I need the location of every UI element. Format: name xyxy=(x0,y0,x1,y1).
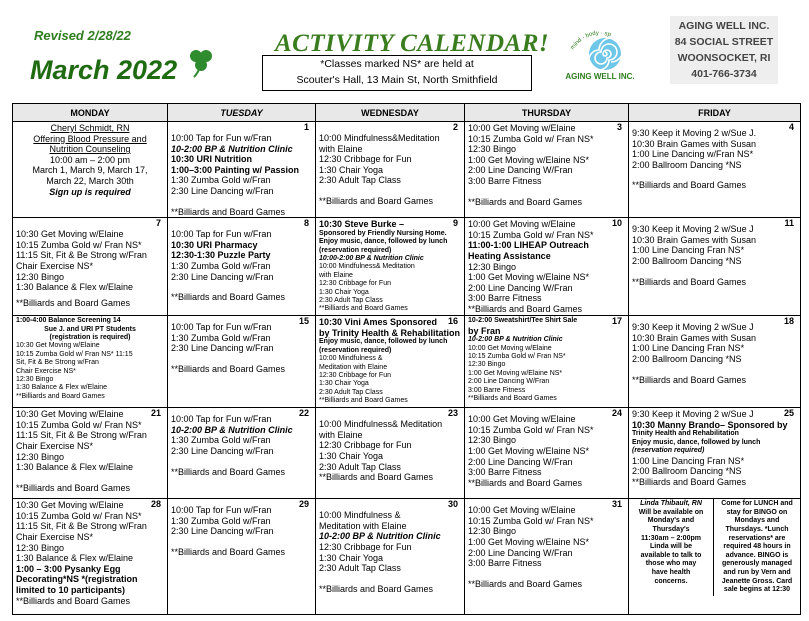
day-cell xyxy=(316,499,465,615)
note-line: and run by Vern and xyxy=(723,568,791,576)
activity-line: 10:30 Get Moving w/Elaine xyxy=(16,229,124,240)
spacer xyxy=(319,123,461,133)
day-cell xyxy=(168,408,316,499)
activity-line: 1:00 Get Moving w/Elaine NS* xyxy=(468,154,590,165)
activity-line: Enjoy music, dance, followed by lunch xyxy=(319,238,448,246)
spacer xyxy=(468,569,625,579)
activity-line: 10:00 Get Moving w/Elaine xyxy=(468,414,576,425)
activity-line: 10:00 Mindfulness&Meditation xyxy=(319,133,440,143)
activity-line: 10:30 URI Pharmacy xyxy=(171,239,258,250)
activity-line: 1:30 Chair Yoga xyxy=(319,552,384,563)
activity-line: 10:15 Zumba Gold w/ Fran NS* xyxy=(468,229,594,240)
activity-line: (reservation required) xyxy=(319,346,392,354)
activity-line: 1:00 Get Moving w/Elaine NS* xyxy=(468,445,590,456)
activity-line: 10:00 am – 2:00 pm xyxy=(49,154,131,165)
spacer xyxy=(171,282,312,292)
activity-line: (reservation required) xyxy=(632,447,705,455)
day-cell xyxy=(13,316,168,408)
activity-line: 2:30 Adult Tap Class xyxy=(319,388,383,396)
activity-line: **Billiards and Board Games xyxy=(632,374,747,385)
activity-line: 10:00 Tap for Fun w/Fran xyxy=(171,414,272,425)
day-cell xyxy=(465,218,629,316)
activity-line: 3:00 Barre Fitness xyxy=(468,293,542,304)
activity-line: 1:30 Balance & Flex w/Elaine xyxy=(16,462,134,473)
activity-line: **Billiards and Board Games xyxy=(468,196,583,207)
activity-line: 10:00 Tap for Fun w/Fran xyxy=(171,505,272,516)
day-number: 17 xyxy=(611,316,622,327)
activity-line: 2:30 Line Dancing w/Fran xyxy=(171,445,274,456)
note-line: those who may xyxy=(645,560,697,568)
address-line: 84 SOCIAL STREET xyxy=(674,36,774,48)
note-line: Jeanette Gross. Card xyxy=(721,577,793,585)
activity-line: 1:30 Chair Yoga xyxy=(319,164,384,175)
spacer xyxy=(319,186,461,196)
activity-line: 10:00 Tap for Fun w/Fran xyxy=(171,133,272,143)
activity-line: 1:30 Zumba Gold w/Fran xyxy=(171,515,271,526)
activity-line: 2:00 Ballroom Dancing *NS xyxy=(632,466,742,477)
day-cell xyxy=(316,316,465,408)
activity-line: 10-2:00 BP & Nutrition Clinic xyxy=(171,143,293,154)
weekday-header-row xyxy=(13,104,801,122)
activity-line: Sit, Fit & Be Strong w/Fran xyxy=(16,359,99,367)
activity-line: 12:30 Bingo xyxy=(16,451,65,462)
day-cell xyxy=(629,499,801,615)
activity-line: 10:30 Brain Games with Susan xyxy=(632,138,757,149)
note-line: Come for LUNCH and xyxy=(721,500,793,508)
activity-line: 10:15 Zumba Gold w/ Fran NS* xyxy=(468,133,594,144)
day-cell xyxy=(465,316,629,408)
day-cell xyxy=(465,122,629,218)
activity-line: 12:30 Bingo xyxy=(468,144,517,155)
day-number: 31 xyxy=(611,499,622,510)
spacer xyxy=(171,219,312,229)
activity-line: 12:30-1:30 Puzzle Party xyxy=(171,250,271,261)
activity-line: 10:30 Vini Ames Sponsored xyxy=(319,317,438,328)
activity-line: 10:15 Zumba Gold w/ Fran NS* xyxy=(468,424,594,435)
revised-date: Revised 2/28/22 xyxy=(34,28,131,43)
activity-line: 1:30 Chair Yoga xyxy=(319,288,369,296)
activity-line: 2:00 Ballroom Dancing *NS xyxy=(632,255,742,266)
activity-line: 9:30 Keep it Moving 2 w/Sue J xyxy=(632,322,754,333)
activity-line: 2:00 Line Dancing W/Fran xyxy=(468,547,573,558)
activity-line: Decorating*NS *(registration xyxy=(16,574,138,585)
activity-line: 10:00 Tap for Fun w/Fran xyxy=(171,322,272,333)
day-cell xyxy=(316,218,465,316)
address-line: 401-766-3734 xyxy=(691,68,757,80)
activity-line: 1:00 Get Moving w/Elaine NS* xyxy=(468,369,563,377)
note-line: Will be available on xyxy=(638,508,704,516)
activity-line: 10:00 Get Moving w/Elaine xyxy=(468,344,552,352)
header-monday: MONDAY xyxy=(13,104,168,122)
activity-line: Chair Exercise NS* xyxy=(16,367,76,375)
day-number: 3 xyxy=(616,122,622,132)
day-cell xyxy=(13,218,168,316)
nurse-note xyxy=(629,499,713,596)
activity-line: **Billiards and Board Games xyxy=(468,477,583,488)
calendar-title: ACTIVITY CALENDAR! xyxy=(275,30,550,57)
activity-line: 10:30 Brain Games with Susan xyxy=(632,332,757,343)
activity-line: 3:00 Barre Fitness xyxy=(468,175,542,186)
activity-line: 10-2:00 Sweatshirt/Tee Shirt Sale xyxy=(468,317,578,325)
note-line: Monday's and xyxy=(647,517,695,525)
day-cell xyxy=(629,316,801,408)
activity-line: 1:30 Zumba Gold w/Fran xyxy=(171,175,271,186)
address-line: AGING WELL INC. xyxy=(678,20,770,32)
info-notes xyxy=(629,499,800,596)
activity-line: **Billiards and Board Games xyxy=(319,472,434,483)
spacer xyxy=(319,500,461,510)
day-number: 29 xyxy=(298,499,309,510)
activity-line: 10:30 Get Moving w/Elaine xyxy=(16,409,124,420)
activity-line: 3:00 Barre Fitness xyxy=(468,467,542,478)
activity-line: 10:00 Get Moving w/Elaine xyxy=(468,219,576,230)
activity-line: 1:00 Get Moving w/Elaine NS* xyxy=(468,536,590,547)
activity-line: 2:00 Line Dancing W/Fran xyxy=(468,378,550,386)
day-cell xyxy=(168,122,316,218)
note-line: 11:30am – 2:00pm xyxy=(641,534,701,542)
note-line: Thursday's xyxy=(652,525,690,533)
activity-line: limited to 10 participants) xyxy=(16,584,126,595)
activity-line: 12:30 Cribbage for Fun xyxy=(319,371,391,379)
activity-line: by Fran xyxy=(468,325,501,336)
activity-line: 10:15 Zumba Gold w/ Fran NS* 11:15 xyxy=(16,350,133,358)
spacer xyxy=(171,354,312,364)
activity-line: 10:00 Mindfulness& Meditation xyxy=(319,419,443,430)
activity-line: 10:00 Tap for Fun w/Fran xyxy=(171,229,272,240)
activity-line: Meditation with Elaine xyxy=(319,520,407,531)
activity-line: 2:00 Line Dancing W/Fran xyxy=(468,282,573,293)
calendar-table xyxy=(12,103,801,615)
week-row xyxy=(13,316,801,408)
activity-line: 10:30 Get Moving w/Elaine xyxy=(16,342,100,350)
week-row xyxy=(13,408,801,499)
activity-line: 1:00 Line Dancing Fran NS* xyxy=(632,245,745,256)
activity-line: **Billiards and Board Games xyxy=(16,482,131,493)
activity-line: March 22, March 30th xyxy=(46,175,134,186)
day-cell xyxy=(168,499,316,615)
note-line: have health xyxy=(651,568,691,576)
note-line: Thursdays. *Lunch xyxy=(725,525,789,533)
activity-line: 10:15 Zumba Gold w/ Fran NS* xyxy=(16,419,142,430)
activity-line: 1:00 Get Moving w/Elaine NS* xyxy=(468,272,590,283)
day-cell xyxy=(13,408,168,499)
day-number: 2 xyxy=(452,122,458,132)
activity-line: 10:30 URI Nutrition xyxy=(171,154,253,165)
activity-line: 10:15 Zumba Gold w/ Fran NS* xyxy=(468,515,594,526)
activity-line: 12:30 Bingo xyxy=(468,435,517,446)
activity-line: 1:30 Zumba Gold w/Fran xyxy=(171,435,271,446)
activity-line: 2:30 Line Dancing w/Fran xyxy=(171,526,274,537)
activity-line: 10:00 Mindfulness & xyxy=(319,510,401,521)
activity-line: 1:30 Chair Yoga xyxy=(319,450,384,461)
activity-line: 10:00 Mindfulness& Meditation xyxy=(319,263,415,271)
activity-line: 12:30 Bingo xyxy=(16,542,65,553)
activity-line: 2:30 Adult Tap Class xyxy=(319,175,401,186)
activity-line: Cheryl Schmidt, RN xyxy=(50,123,130,133)
activity-line: 1:00–3:00 Painting w/ Passion xyxy=(171,164,300,175)
activity-line: **Billiards and Board Games xyxy=(171,206,286,217)
note-line: stay for BINGO on xyxy=(726,508,788,516)
activity-line: 10:30 Manny Brando– Sponsored by xyxy=(632,419,788,430)
activity-line: **Billiards and Board Games xyxy=(319,195,434,206)
day-number: 24 xyxy=(611,408,622,419)
activity-line: Enjoy music, dance, followed by lunch xyxy=(632,438,761,446)
day-number: 10 xyxy=(611,218,622,229)
activity-line: 1:00 Line Dancing Fran NS* xyxy=(632,343,745,354)
spacer xyxy=(319,574,461,584)
spacer xyxy=(16,473,164,483)
activity-line: 12:30 Bingo xyxy=(468,261,517,272)
activity-line: Chair Exercise NS* xyxy=(16,440,94,451)
activity-line: Enjoy music, dance, followed by lunch xyxy=(319,338,448,346)
activity-line: 1:30 Balance & Flex w/Elaine xyxy=(16,553,134,564)
activity-line: with Elaine xyxy=(319,271,353,279)
spacer xyxy=(16,219,164,229)
activity-line: 10:30 Brain Games with Susan xyxy=(632,234,757,245)
day-cell xyxy=(465,408,629,499)
activity-line: **Billiards and Board Games xyxy=(468,578,583,589)
activity-line: **Billiards and Board Games xyxy=(319,583,434,594)
activity-line: 10:30 Steve Burke – xyxy=(319,219,405,230)
activity-line: with Elaine xyxy=(319,143,363,154)
day-number: 30 xyxy=(447,499,458,510)
activity-line: 10-2:00 BP & Nutrition Clinic xyxy=(468,336,563,344)
day-cell xyxy=(465,499,629,615)
activity-line: 10:00 Get Moving w/Elaine xyxy=(468,505,576,516)
activity-line: **Billiards and Board Games xyxy=(632,476,747,487)
day-number: 28 xyxy=(150,499,161,510)
activity-line: 10-2:00 BP & Nutrition Clinic xyxy=(319,531,441,542)
note-line: reservations* are xyxy=(728,534,786,542)
activity-line: **Billiards and Board Games xyxy=(171,292,286,303)
day-cell xyxy=(13,122,168,218)
activity-line: **Billiards and Board Games xyxy=(16,392,105,400)
activity-line: March 1, March 9, March 17, xyxy=(32,165,148,176)
day-cell xyxy=(629,408,801,499)
header-tuesday: TUESDAY xyxy=(168,104,316,122)
activity-line: Sue J. and URI PT Students xyxy=(44,325,136,333)
note-line: sale begins at 12:30 xyxy=(723,586,791,594)
activity-line: 10:00-2:00 BP & Nutrition Clinic xyxy=(319,254,424,262)
logo-text: AGING WELL INC. xyxy=(565,72,635,81)
note-line: generously managed xyxy=(721,560,793,568)
activity-line: **Billiards and Board Games xyxy=(632,276,747,287)
activity-line: 9:30 Keep it Moving 2 w/Sue J xyxy=(632,409,754,420)
activity-line: 1:00 – 3:00 Pysanky Egg xyxy=(16,563,121,574)
activity-line: 12:30 Cribbage for Fun xyxy=(319,440,412,451)
spacer xyxy=(319,409,461,419)
activity-line: 1:30 Zumba Gold w/Fran xyxy=(171,260,271,271)
activity-line: 12:30 Bingo xyxy=(468,361,506,369)
spacer xyxy=(171,537,312,547)
spacer xyxy=(171,197,312,207)
activity-line: by Trinity Health & Rehabilitation xyxy=(319,327,461,338)
header-wednesday: WEDNESDAY xyxy=(316,104,465,122)
activity-line: **Billiards and Board Games xyxy=(632,180,747,191)
activity-line: Nutrition Counseling xyxy=(49,144,131,155)
day-number: 4 xyxy=(788,122,794,132)
activity-line: **Billiards and Board Games xyxy=(319,397,408,405)
activity-line: 3:00 Barre Fitness xyxy=(468,386,526,394)
activity-line: 1:00-4:00 Balance Screening 14 xyxy=(16,317,121,325)
day-number: 11 xyxy=(784,218,794,229)
note-line-2: Scouter's Hall, 13 Main St, North Smithfield xyxy=(296,74,498,86)
day-cell xyxy=(629,218,801,316)
activity-line: 2:30 Line Dancing w/Fran xyxy=(171,271,274,282)
day-cell xyxy=(316,122,465,218)
location-note xyxy=(262,55,532,91)
activity-line: 10:00 Get Moving w/Elaine xyxy=(468,123,576,133)
activity-line: 2:30 Adult Tap Class xyxy=(319,461,401,472)
activity-line: 12:30 Cribbage for Fun xyxy=(319,154,412,165)
activity-line: Trinity Health and Rehabilitation xyxy=(632,430,739,438)
activity-line: Sponsored by Friendly Nursing Home. xyxy=(319,229,447,237)
activity-line: 1:30 Balance & Flex w/Elaine xyxy=(16,384,108,392)
day-number: 22 xyxy=(298,408,309,419)
day-number: 9 xyxy=(452,218,458,229)
activity-line: **Billiards and Board Games xyxy=(468,303,583,314)
activity-line: 12:30 Cribbage for Fun xyxy=(319,280,391,288)
note-line: advance. BINGO is xyxy=(725,551,789,559)
activity-line: 11:00-1:00 LIHEAP Outreach xyxy=(468,240,589,251)
header-friday: FRIDAY xyxy=(629,104,801,122)
activity-line: 10:00 Mindfulness & xyxy=(319,355,383,363)
activity-line: 12:30 Bingo xyxy=(468,526,517,537)
activity-line: Chair Exercise NS* xyxy=(16,531,94,542)
activity-line: 3:00 Barre Fitness xyxy=(468,558,542,569)
note-line: Linda will be xyxy=(649,543,692,551)
note-line: Mondays and xyxy=(734,517,780,525)
activity-line: 2:30 Line Dancing w/Fran xyxy=(171,343,274,354)
activity-line: Sign up is required xyxy=(49,186,131,197)
day-number: 8 xyxy=(303,218,309,229)
spacer xyxy=(468,187,625,197)
activity-line: 11:15 Sit, Fit & Be Strong w/Fran xyxy=(16,521,147,532)
activity-line: 2:30 Adult Tap Class xyxy=(319,297,383,304)
address-box xyxy=(670,16,778,84)
day-cell xyxy=(629,122,801,218)
activity-line: 12:30 Bingo xyxy=(16,271,65,282)
activity-line: 1:30 Chair Yoga xyxy=(319,380,369,388)
day-cell xyxy=(316,408,465,499)
activity-line: (registration is required) xyxy=(49,333,131,341)
spacer xyxy=(171,123,312,133)
activity-line: 2:00 Line Dancing W/Fran xyxy=(468,165,573,176)
activity-line: 1:00 Line Dancing Fran NS* xyxy=(632,455,745,466)
day-number: 18 xyxy=(783,316,794,327)
day-number: 7 xyxy=(155,218,161,229)
week-row xyxy=(13,122,801,218)
day-number: 15 xyxy=(298,316,309,327)
week-row xyxy=(13,499,801,615)
activity-line: 10:30 Get Moving w/Elaine xyxy=(16,500,124,511)
activity-line: 2:30 Line Dancing w/Fran xyxy=(171,185,274,196)
activity-line: 1:00 Line Dancing w/Fran NS* xyxy=(632,149,754,160)
day-cell xyxy=(13,499,168,615)
shamrock-icon xyxy=(184,46,218,78)
activity-line: 1:30 Balance & Flex w/Elaine xyxy=(16,282,134,293)
activity-line: **Billiards and Board Games xyxy=(171,466,286,477)
spacer xyxy=(171,457,312,467)
spacer xyxy=(632,267,797,277)
note-line: required 48 hours in xyxy=(723,543,791,551)
spacer xyxy=(632,365,797,375)
note-line-1: *Classes marked NS* are held at xyxy=(320,58,474,70)
activity-line: **Billiards and Board Games xyxy=(171,363,286,374)
activity-line: 2:00 Line Dancing W/Fran xyxy=(468,456,573,467)
day-number: 21 xyxy=(150,408,161,419)
activity-line: 12:30 Cribbage for Fun xyxy=(319,541,412,552)
activity-line: **Billiards and Board Games xyxy=(171,546,286,557)
month-title: March 2022 xyxy=(30,55,178,85)
day-number: 1 xyxy=(303,122,309,132)
activity-line: 2:00 Ballroom Dancing *NS xyxy=(632,353,742,364)
day-cell xyxy=(168,218,316,316)
activity-line: **Billiards and Board Games xyxy=(468,395,557,402)
activity-line: Heating Assistance xyxy=(468,250,551,261)
activity-line: 1:30 Zumba Gold w/Fran xyxy=(171,332,271,343)
activity-line: 12:30 Bingo xyxy=(16,376,54,383)
activity-line: 9:30 Keep it Moving 2 w/Sue J. xyxy=(632,128,757,138)
activity-line: 10:15 Zumba Gold w/ Fran NS* xyxy=(16,239,142,250)
address-line: WOONSOCKET, RI xyxy=(677,52,771,64)
activity-line: 2:30 Adult Tap Class xyxy=(319,563,401,574)
note-line: Linda Thibault, RN xyxy=(640,500,702,508)
day-number: 23 xyxy=(447,408,458,419)
activity-line: 10:15 Zumba Gold w/ Fran NS* xyxy=(16,510,142,521)
activity-line: 10:15 Zumba Gold w/ Fran NS* xyxy=(468,352,566,360)
week-row xyxy=(13,218,801,316)
activity-line: **Billiards and Board Games xyxy=(319,305,408,313)
day-number: 25 xyxy=(783,408,794,419)
activity-line: 11:15 Sit, Fit & Be Strong w/Fran xyxy=(16,430,147,441)
spacer xyxy=(632,170,797,180)
activity-line: Chair Exercise NS* xyxy=(16,260,94,271)
activity-line: 11:15 Sit, Fit & Be Strong w/Fran xyxy=(16,250,147,261)
note-line: concerns. xyxy=(654,577,688,585)
activity-line: 2:00 Ballroom Dancing *NS xyxy=(632,159,742,170)
logo-arc-text: mind · body · sp xyxy=(569,30,612,52)
activity-line: (reservation required) xyxy=(319,246,392,254)
activity-line: 9:30 Keep it Moving 2 w/Sue J xyxy=(632,224,754,235)
note-line: available to talk to xyxy=(640,551,702,559)
day-cell xyxy=(168,316,316,408)
activity-line: **Billiards and Board Games xyxy=(16,595,131,606)
header-thursday: THURSDAY xyxy=(465,104,629,122)
activity-line: Offering Blood Pressure and xyxy=(33,133,147,144)
activity-line: 10-2:00 BP & Nutrition Clinic xyxy=(171,424,293,435)
day-number: 16 xyxy=(447,316,458,327)
bingo-note xyxy=(713,499,800,596)
activity-line: **Billiards and Board Games xyxy=(16,297,131,308)
activity-line: Meditation with Elaine xyxy=(319,363,388,371)
activity-line: with Elaine xyxy=(319,429,363,440)
